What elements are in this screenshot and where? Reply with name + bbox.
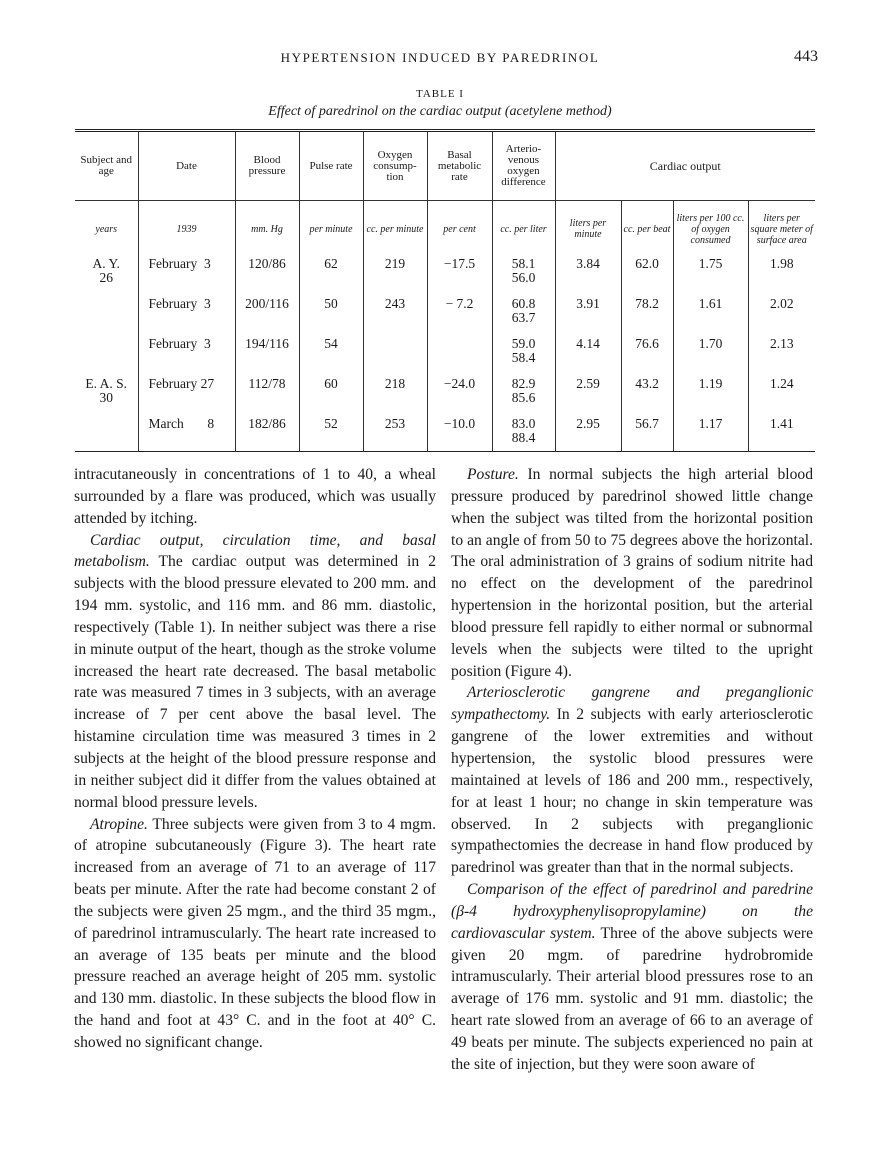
paragraph-text: Three subjects were given from 3 to 4 mgm. of atropine subcutaneously (Figure 3). The heart rate increased from an average of 71 to an average of 117 beats per minute. After the rate had become constant 2 of the subjects were given 25 mgm., and the third 35 mgm., of paredrinol intramuscularly. The heart rate increased to an average of 135 beats per minute and the blood pressure reached an average height of 205 mm. systolic and 130 mm. diastolic. In these subjects the blood flow in the hand and foot at 43° C. and in the foot at 40° C. showed no significant change.	[74, 815, 436, 1051]
left-column	[74, 464, 436, 1054]
table-row	[75, 257, 815, 297]
av-value: 83.0	[511, 416, 536, 431]
paragraph	[451, 682, 813, 879]
subject-name: A. Y.	[92, 256, 120, 271]
ccb-cell: 56.7	[621, 417, 673, 452]
lsm-cell: 1.41	[748, 417, 815, 452]
av-value: 58.4	[511, 350, 536, 365]
av-value: 63.7	[511, 310, 536, 325]
av-value: 88.4	[511, 430, 536, 445]
bp-cell: 194/116	[235, 337, 299, 377]
av-value: 82.9	[511, 376, 536, 391]
column-header: Oxygen consump-tion	[363, 131, 427, 201]
page-number: 443	[794, 48, 818, 65]
right-column	[451, 464, 813, 1076]
paragraph-text: In 2 subjects with early arteriosclerotic gangrene of the lower extremities and without hypertension, the systolic blood pressures were maintained at levels of 186 and 200 mm., respectively, for at least 1 hour; no change in skin temperature was observed. In 2 subjects with preganglionic sympathectomies the decrease in hand flow produced by paredrinol was greater than that in the normal subjects.	[451, 706, 813, 877]
av-difference-cell	[492, 297, 555, 337]
l100-cell: 1.70	[673, 337, 748, 377]
lsm-cell: 2.02	[748, 297, 815, 337]
av-difference-cell	[492, 377, 555, 417]
paragraph-text: In normal subjects the high arterial blood pressure produced by paredrinol showed little change when the subject was tilted from the horizontal position to an angle of from 50 to 75 degrees above the horizontal. The oral administration of 3 grains of sodium nitrite had no effect on the development of the paredrinol hypertension in the horizontal position, but the arterial blood pressure fell rapidly to either normal or subnormal levels when the subjects were tilted to the upright position (Figure 4).	[451, 466, 813, 680]
pulse-cell: 50	[299, 297, 363, 337]
l100-cell: 1.19	[673, 377, 748, 417]
lpm-cell: 4.14	[555, 337, 621, 377]
unit-header: per minute	[299, 201, 363, 258]
unit-header: cc. per minute	[363, 201, 427, 258]
lsm-cell: 1.98	[748, 257, 815, 297]
paragraph	[451, 879, 813, 1076]
subject-age: 26	[99, 270, 113, 285]
lsm-cell: 1.24	[748, 377, 815, 417]
paragraph-heading: Cardiac output, circulation time, and basal metabolism.	[74, 531, 436, 571]
paragraph	[74, 530, 436, 814]
paragraph-heading: Arteriosclerotic gangrene and preganglionic sympathectomy.	[451, 684, 813, 724]
subject-cell	[75, 377, 138, 417]
cardiac-output-table	[75, 129, 815, 452]
bp-cell: 182/86	[235, 417, 299, 452]
av-value: 85.6	[511, 390, 536, 405]
av-difference-cell	[492, 417, 555, 452]
paragraph-heading: Comparison of the effect of paredrinol and paredrine (β-4 hydroxyphenylisopropylamine) on the cardiovascular system.	[451, 881, 813, 942]
av-difference-cell	[492, 337, 555, 377]
paragraph	[74, 814, 436, 1054]
date-cell: February 3	[138, 337, 235, 377]
column-header: Date	[138, 131, 235, 201]
column-header: Arterio-venous oxygen difference	[492, 131, 555, 201]
paragraph	[74, 464, 436, 530]
table-row	[75, 377, 815, 417]
unit-header: liters per 100 cc. of oxygen consumed	[673, 201, 748, 258]
column-header: Cardiac output	[555, 131, 815, 201]
bp-cell: 200/116	[235, 297, 299, 337]
paragraph	[451, 464, 813, 682]
l100-cell: 1.17	[673, 417, 748, 452]
bmr-cell: −17.5	[427, 257, 492, 297]
column-header: Blood pressure	[235, 131, 299, 201]
table-caption: Effect of paredrinol on the cardiac output (acetylene method)	[268, 104, 612, 119]
subject-name: E. A. S.	[85, 376, 128, 391]
column-header: Pulse rate	[299, 131, 363, 201]
subject-cell	[75, 337, 138, 377]
unit-header: cc. per liter	[492, 201, 555, 258]
ccb-cell: 62.0	[621, 257, 673, 297]
lpm-cell: 3.91	[555, 297, 621, 337]
table-label: TABLE I	[416, 88, 464, 100]
pulse-cell: 62	[299, 257, 363, 297]
subject-cell	[75, 297, 138, 337]
unit-header: liters per square meter of surface area	[748, 201, 815, 258]
pulse-cell: 54	[299, 337, 363, 377]
lpm-cell: 2.59	[555, 377, 621, 417]
unit-header: per cent	[427, 201, 492, 258]
paragraph-heading: Posture.	[467, 466, 519, 483]
running-header	[0, 48, 880, 68]
table-row	[75, 417, 815, 452]
l100-cell: 1.61	[673, 297, 748, 337]
date-cell: February 3	[138, 257, 235, 297]
unit-header: years	[95, 223, 118, 235]
av-value: 60.8	[511, 296, 536, 311]
ccb-cell: 76.6	[621, 337, 673, 377]
paragraph-text: The cardiac output was determined in 2 subjects with the blood pressure elevated to 200 mm. and 194 mm. systolic, and 116 mm. and 86 mm. diastolic, respectively (Table 1). In neither subject was there a rise in minute output of the heart, though as the stroke volume increased the heart rate decreased. The basal metabolic rate was measured 7 times in 3 subjects, with an average increase of 7 per cent above the basal level. The histamine circulation time was measured 3 times in 2 subjects at the height of the blood pressure response and in neither subject did it differ from the values obtained at normal blood pressure levels.	[74, 553, 436, 811]
o2-cell: 253	[363, 417, 427, 452]
pulse-cell: 52	[299, 417, 363, 452]
date-cell: February 3	[138, 297, 235, 337]
lsm-cell: 2.13	[748, 337, 815, 377]
ccb-cell: 78.2	[621, 297, 673, 337]
l100-cell: 1.75	[673, 257, 748, 297]
table-row	[75, 337, 815, 377]
date-cell: February 27	[138, 377, 235, 417]
lpm-cell: 3.84	[555, 257, 621, 297]
lpm-cell: 2.95	[555, 417, 621, 452]
bmr-cell: −10.0	[427, 417, 492, 452]
unit-header: liters per minute	[555, 201, 621, 258]
column-header: Basal metabolic rate	[427, 131, 492, 201]
subject-age: 30	[99, 390, 113, 405]
paragraph-text: intracutaneously in concentrations of 1 to 40, a wheal surrounded by a flare was produced, which was usually attended by itching.	[74, 466, 436, 527]
unit-header: 1939	[138, 201, 235, 258]
av-value: 56.0	[511, 270, 536, 285]
column-header: Subject and age	[75, 131, 138, 201]
bmr-cell: − 7.2	[427, 297, 492, 337]
ccb-cell: 43.2	[621, 377, 673, 417]
av-value: 58.1	[511, 256, 536, 271]
bmr-cell: −24.0	[427, 377, 492, 417]
subject-cell	[75, 417, 138, 452]
pulse-cell: 60	[299, 377, 363, 417]
av-difference-cell	[492, 257, 555, 297]
date-cell: March 8	[138, 417, 235, 452]
o2-cell	[363, 337, 427, 377]
unit-header: cc. per beat	[621, 201, 673, 258]
subject-cell	[75, 257, 138, 297]
table-row	[75, 297, 815, 337]
o2-cell: 243	[363, 297, 427, 337]
av-value: 59.0	[511, 336, 536, 351]
bmr-cell	[427, 337, 492, 377]
bp-cell: 120/86	[235, 257, 299, 297]
bp-cell: 112/78	[235, 377, 299, 417]
o2-cell: 219	[363, 257, 427, 297]
running-title: HYPERTENSION INDUCED BY PAREDRINOL	[280, 50, 600, 65]
unit-header: mm. Hg	[235, 201, 299, 258]
o2-cell: 218	[363, 377, 427, 417]
paragraph-text: Three of the above subjects were given 20 mgm. of paredrine hydrobromide intramuscularly. Their arterial blood pressures rose to an average of 176 mm. systolic and 91 mm. diastolic; the heart rate slowed from an average of 66 to an average of 49 beats per minute. The subjects experienced no pain at the site of injection, but they were soon aware of	[451, 924, 813, 1073]
paragraph-heading: Atropine.	[90, 815, 148, 833]
